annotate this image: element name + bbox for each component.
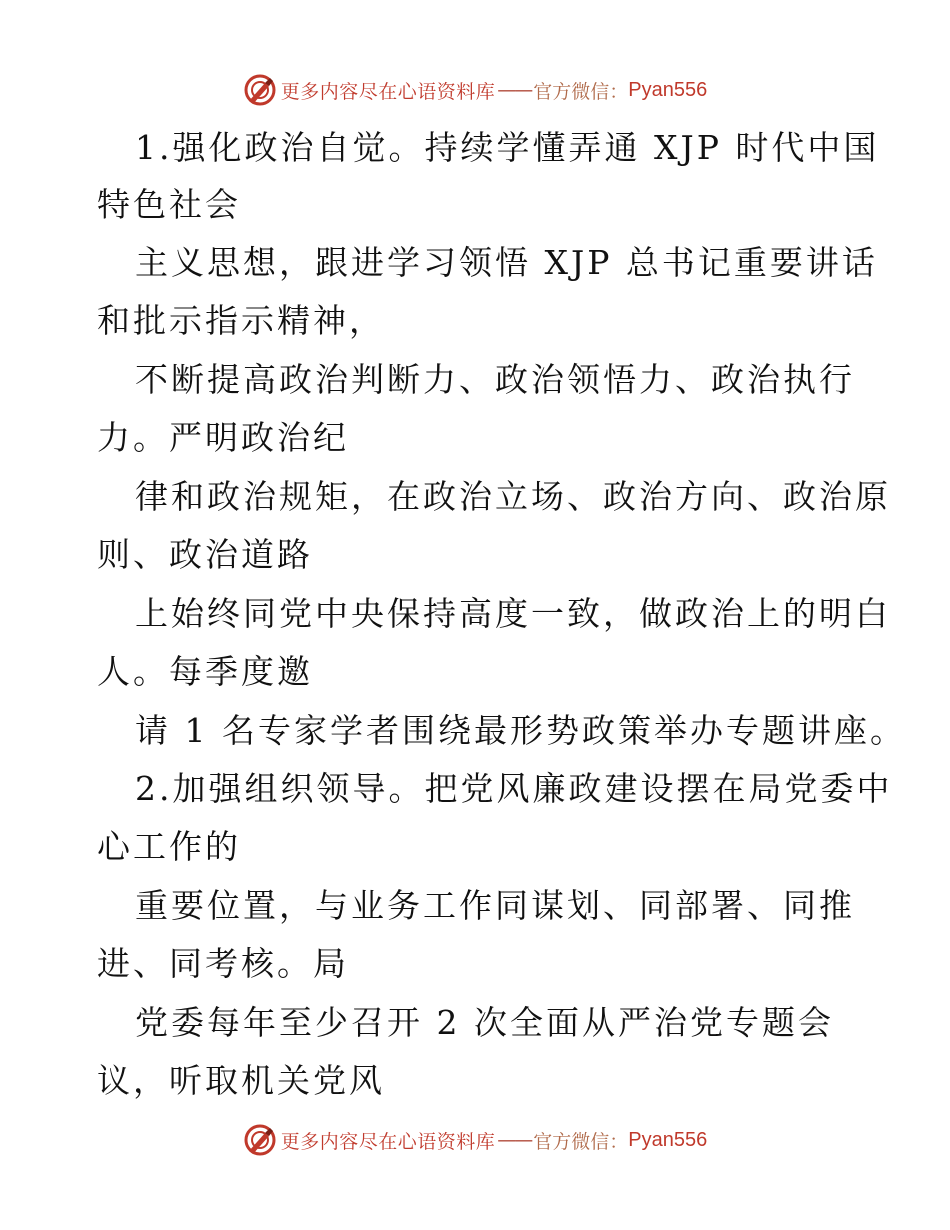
watermark-dash: —— [497, 79, 532, 101]
paragraph-line: 议，听取机关党风 [97, 1061, 385, 1100]
paragraph-line: 人。每季度邀 [97, 652, 313, 691]
pen-circle-logo-icon [243, 1123, 277, 1157]
paragraph-line: 心工作的 [97, 827, 241, 866]
paragraph-line: 上始终同党中央保持高度一致，做政治上的明白 [135, 594, 891, 633]
watermark-site-text: 更多内容尽在心语资料库 [280, 80, 496, 103]
paragraph-line: 则、政治道路 [97, 535, 313, 574]
watermark-wechat-id: Pyan556 [628, 78, 708, 101]
watermark-official-text: 官方微信： [533, 1130, 629, 1153]
footer-watermark [0, 1122, 950, 1158]
paragraph-line: 重要位置，与业务工作同谋划、同部署、同推 [135, 886, 855, 925]
paragraph-line: 主义思想，跟进学习领悟 XJP 总书记重要讲话 [135, 243, 878, 282]
paragraph-line: 律和政治规矩，在政治立场、政治方向、政治原 [135, 477, 891, 516]
watermark-wechat-id: Pyan556 [628, 1128, 708, 1151]
paragraph-line: 2.加强组织领导。把党风廉政建设摆在局党委中 [135, 769, 893, 808]
paragraph-line: 特色社会 [97, 185, 241, 224]
paragraph-line: 请 1 名专家学者围绕最形势政策举办专题讲座。 [135, 711, 906, 750]
watermark-dash: —— [497, 1129, 532, 1151]
watermark-official-text: 官方微信： [533, 80, 629, 103]
watermark-site-text: 更多内容尽在心语资料库 [280, 1130, 496, 1153]
paragraph-line: 不断提高政治判断力、政治领悟力、政治执行 [135, 360, 855, 399]
paragraph-line: 党委每年至少召开 2 次全面从严治党专题会 [135, 1003, 834, 1042]
paragraph-line: 和批示指示精神， [97, 301, 385, 340]
paragraph-line: 进、同考核。局 [97, 944, 349, 983]
paragraph-line: 1.强化政治自觉。持续学懂弄通 XJP 时代中国 [135, 128, 880, 167]
paragraph-line: 力。严明政治纪 [97, 418, 349, 457]
